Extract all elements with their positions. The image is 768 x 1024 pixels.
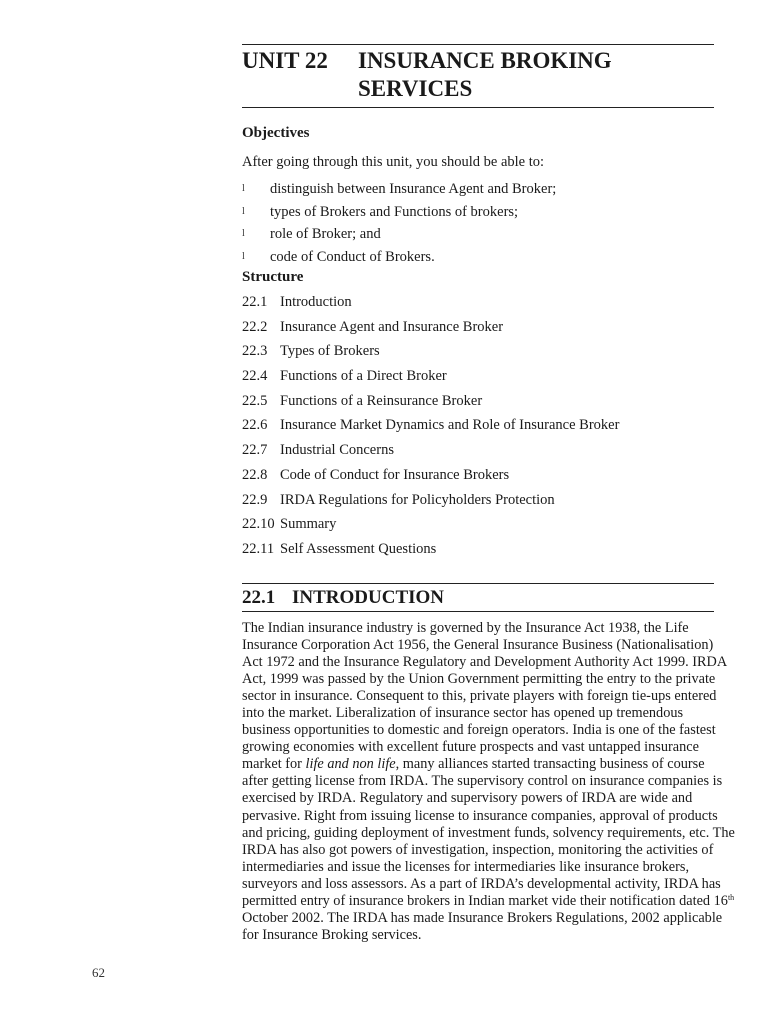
unit-number: UNIT 22 (242, 48, 328, 73)
section-title: INTRODUCTION (292, 587, 445, 608)
bullet-icon: l (242, 251, 245, 263)
unit-name-line2: SERVICES (358, 76, 473, 101)
unit-name-line1: INSURANCE BROKING (358, 48, 612, 73)
section-number: 22.1 (242, 587, 276, 608)
bullet-icon: l (242, 183, 245, 194)
top-rule (242, 44, 714, 45)
objectives-heading: Objectives (242, 125, 310, 141)
introduction-paragraph: The Indian insurance industry is governed by the Insurance Act 1938, the Life Insurance Corporation Act 1956, the General Insurance Business (Nationalisation) Act 1972 and the Insurance Regulatory and Development Authority Act 1999. IRDA Act, 1999 was passed by the Union Government permitting the entry to the private sector in insurance. Consequent to this, private players with foreign tie-ups entered into the market. Liberalization of insurance sector has opened up tremendous business opportunities to domestic and foreign operators. India is one of the fastest growing economies with excellent future prospects and vast untapped insurance market for life and non life, many alliances started transacting business of course after getting license from IRDA. The supervisory control on insurance companies is exercised by IRDA. Regulatory and supervisory powers of IRDA are wide and pervasive. Right from issuing license to insurance companies, approval of products and pricing, guiding deployment of investment funds, solvency requirements, etc. The IRDA has also got powers of investigation, inspection, monitoring the activities of intermediaries and issue the licenses for intermediaries like insurance brokers, surveyors and loss assessors. As a part of IRDA’s developmental activity, IRDA has permitted entry of insurance brokers in Indian market vide their notification dated 16th October 2002. The IRDA has made Insurance Brokers Regulations, 2002 applicable for Insurance Broking services. (242, 620, 735, 943)
bullet-icon: l (242, 228, 245, 240)
page-number: 62 (92, 965, 105, 980)
unit-name (358, 47, 698, 103)
title-bottom-rule (242, 107, 714, 108)
italic-phrase: life and non life (305, 756, 396, 773)
bullet-icon: l (242, 205, 245, 217)
ordinal-superscript: th (727, 892, 735, 902)
objectives-intro: After going through this unit, you should be able to: (242, 154, 545, 170)
structure-heading: Structure (242, 269, 304, 285)
section-top-rule (242, 583, 714, 584)
section-bottom-rule (242, 611, 714, 612)
